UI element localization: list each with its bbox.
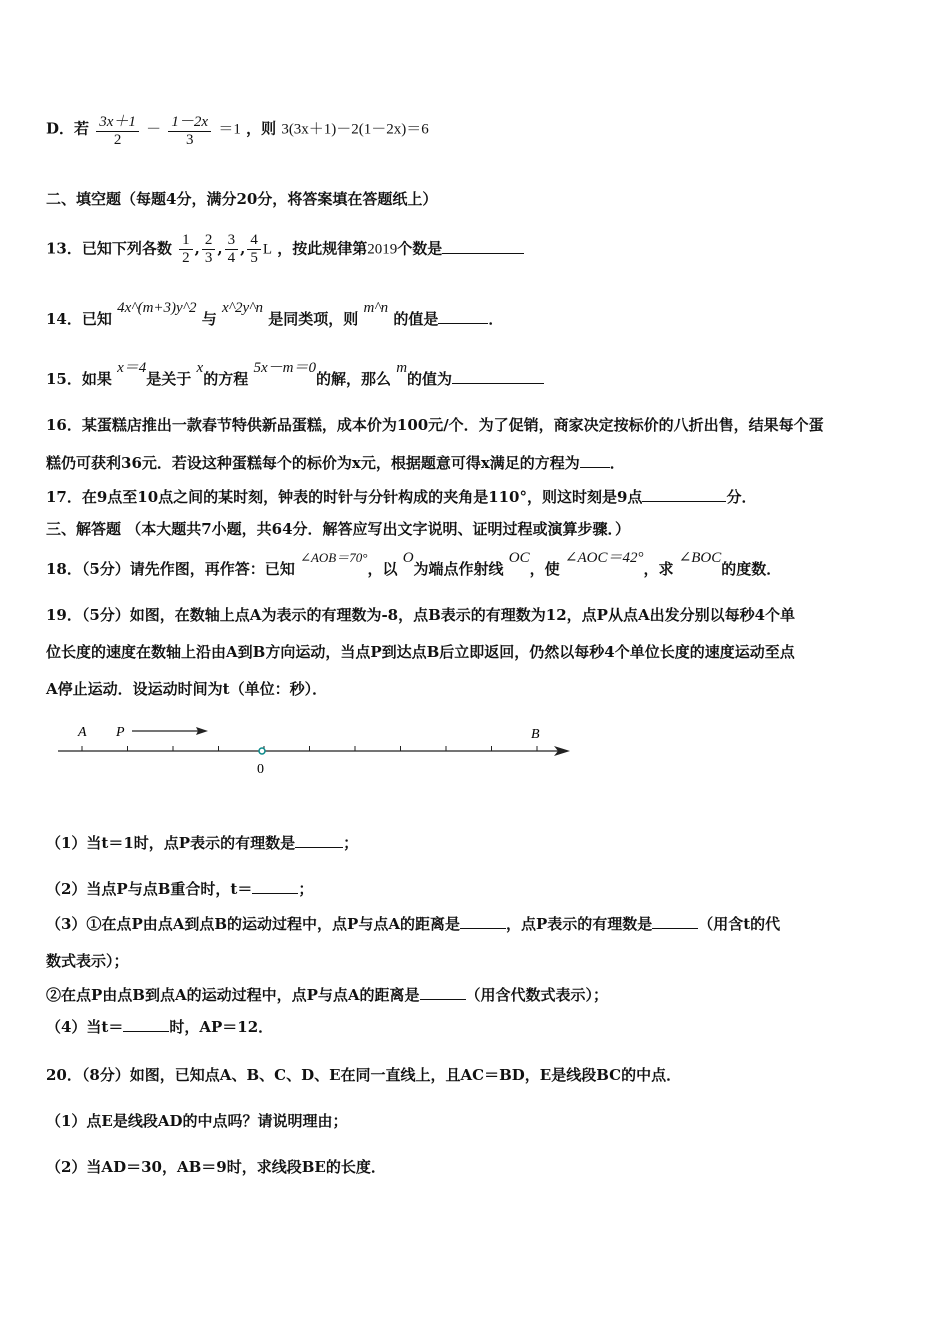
question-15 <box>46 360 544 389</box>
question-17 <box>46 486 756 507</box>
question-16-line-1: 16．某蛋糕店推出一款春节特供新品蛋糕，成本价为100元/个．为了促销，商家决定按标价的八折出售，结果每个蛋 <box>46 416 824 434</box>
question-20-line-1: 20．（8分）如图，已知点A、B、C、D、E在同一直线上，且AC＝BD，E是线段BC的中点． <box>46 1066 682 1084</box>
q13-frac-4 <box>247 232 261 267</box>
q19-p1-blank[interactable] <box>295 833 343 848</box>
q18-point-o: O <box>402 550 414 566</box>
q19-p3c-blank[interactable] <box>420 985 466 1000</box>
q13-ellipsis: L <box>262 241 272 258</box>
q19-p4-text: （4）当t＝ <box>46 1018 124 1036</box>
q13-prefix: 13．已知下列各数 <box>46 239 172 258</box>
q13-frac-3-num: 3 <box>225 232 239 250</box>
q18-mid3: ，使 <box>529 560 560 578</box>
q13-frac-2-den: 3 <box>204 250 213 266</box>
minus-sign: － <box>146 121 162 138</box>
fraction-a-den: 2 <box>113 132 122 148</box>
q14-term-1: 4x^(m+3)y^2 <box>117 300 197 316</box>
q18-suffix: 的度数． <box>721 560 782 578</box>
section-3-title: 三、解答题 （本大题共7小题，共64分．解答应写出文字说明、证明过程或演算步骤．） <box>46 520 631 538</box>
option-d-label: D．若 <box>46 119 90 138</box>
section-2-title: 二、填空题（每题4分，满分20分，将答案填在答题纸上） <box>46 190 438 208</box>
q16-end: ． <box>609 454 625 472</box>
q19-p1-text: （1）当t＝1时，点P表示的有理数是 <box>46 834 296 852</box>
q18-ray-oc: OC <box>508 550 530 566</box>
q13-answer-blank[interactable] <box>442 239 524 254</box>
q15-prefix: 15．如果 <box>46 370 112 388</box>
q15-mid1: 是关于 <box>146 370 192 388</box>
q19-p2-end: ； <box>298 880 314 898</box>
fraction-b <box>168 110 211 149</box>
question-14 <box>46 300 504 329</box>
q19-part-3a <box>46 913 780 934</box>
q14-prefix: 14．已知 <box>46 310 112 328</box>
q19-part-4 <box>46 1016 273 1037</box>
q15-cond: x＝4 <box>117 360 147 376</box>
q18-angle-aob: ∠AOB＝70° <box>300 550 368 565</box>
q13-frac-4-num: 4 <box>247 232 261 250</box>
origin-point <box>259 748 265 754</box>
q18-prefix: 18．（5分）请先作图，再作答：已知 <box>46 560 295 578</box>
q18-mid2: 为端点作射线 <box>413 560 504 578</box>
q15-mid2: 的方程 <box>203 370 249 388</box>
q18-angle-boc: ∠BOC <box>678 550 722 566</box>
q14-answer-blank[interactable] <box>438 309 488 324</box>
q15-answer-blank[interactable] <box>452 369 544 384</box>
q13-frac-1-num: 1 <box>179 232 193 250</box>
equation-rhs: ＝1 <box>218 121 241 138</box>
q13-mid: ，按此规律第 <box>277 239 368 258</box>
q13-frac-2 <box>202 232 216 267</box>
fraction-a-num: 3x＋1 <box>96 110 139 132</box>
q18-mid4: ，求 <box>643 560 674 578</box>
q14-mid: 是同类项，则 <box>268 310 359 328</box>
q15-var2: m <box>396 360 408 376</box>
question-19-line-1: 19．（5分）如图，在数轴上点A为表示的有理数为-8，点B表示的有理数为12，点P从点A出发分别以每秒4个单 <box>46 606 796 624</box>
question-19-line-2: 位长度的速度在数轴上沿由A到B方向运动，当点P到达点B后立即返回，仍然以每秒4个单位长度的速度运动至点 <box>46 643 795 661</box>
fraction-b-num: 1－2x <box>168 110 211 132</box>
question-16-line-2 <box>46 452 625 473</box>
q19-p3a-end: （用含t的代 <box>698 915 781 933</box>
q19-p4-blank[interactable] <box>123 1017 169 1032</box>
q15-mid3: 的解，那么 <box>315 370 391 388</box>
label-a: A <box>78 725 87 740</box>
q19-p3c-text: ②在点P由点B到点A的运动过程中，点P与点A的距离是 <box>46 986 420 1004</box>
result-equation: 3(3x＋1)－2(1－2x)＝6 <box>281 121 429 138</box>
q13-frac-3-den: 4 <box>227 250 236 266</box>
fraction-b-den: 3 <box>185 132 194 148</box>
q13-suffix: 个数是 <box>397 239 443 258</box>
q14-expr: m^n <box>363 300 389 316</box>
q19-p2-blank[interactable] <box>252 879 298 894</box>
number-line-figure <box>50 715 580 780</box>
label-origin: 0 <box>257 762 264 777</box>
q14-suffix: 的值是 <box>393 310 439 328</box>
then-text: ，则 <box>246 119 277 138</box>
q19-p3a-mid: ，点P表示的有理数是 <box>505 915 653 933</box>
q20-part-2: （2）当AD＝30，AB＝9时，求线段BE的长度． <box>46 1158 386 1176</box>
fraction-a <box>96 110 139 149</box>
q19-p3a-text: （3）①在点P由点A到点B的运动过程中，点P与点A的距离是 <box>46 915 460 933</box>
q19-part-2 <box>46 878 313 899</box>
q17-suffix: 分． <box>726 488 757 506</box>
q13-frac-3 <box>225 232 239 267</box>
question-18 <box>46 550 782 579</box>
q19-part-3c <box>46 984 608 1005</box>
q19-p3a-blank-2[interactable] <box>652 914 698 929</box>
q19-part-3b: 数式表示）； <box>46 952 129 970</box>
label-p: P <box>116 725 125 740</box>
q14-term-2: x^2y^n <box>222 300 263 316</box>
q19-p4-end: 时，AP＝12． <box>169 1018 274 1036</box>
q13-frac-1-den: 2 <box>182 250 190 266</box>
q17-answer-blank[interactable] <box>642 487 726 502</box>
option-d-line <box>46 110 429 149</box>
label-b: B <box>531 727 540 742</box>
q20-part-1: （1）点E是线段AD的中点吗？请说明理由； <box>46 1112 348 1130</box>
q15-var: x <box>196 360 204 376</box>
q15-suffix: 的值为 <box>407 370 453 388</box>
q18-angle-aoc: ∠AOC＝42° <box>564 550 644 566</box>
axis-ticks <box>82 746 537 751</box>
q19-p3a-blank-1[interactable] <box>460 914 506 929</box>
question-13: 13．已知下列各数 $\frac{1}{2}$ , $\frac{2}{3}$ , $\frac{3}{4}$ , $\frac{4}{5}$ L ，按此规律第2019个数是 <box>46 232 524 267</box>
q19-part-1 <box>46 832 358 853</box>
q13-frac-4-den: 5 <box>250 250 258 266</box>
question-19-line-3: A停止运动．设运动时间为t（单位：秒）． <box>46 680 328 698</box>
q15-eq: 5x－m＝0 <box>253 360 316 376</box>
q14-end: ． <box>488 310 504 328</box>
q19-p3c-end: （用含代数式表示）； <box>465 986 609 1004</box>
q13-frac-1 <box>179 232 193 267</box>
q19-p2-text: （2）当点P与点B重合时，t＝ <box>46 880 253 898</box>
q14-with: 与 <box>201 310 217 328</box>
q17-text: 17．在9点至10点之间的某时刻，钟表的时针与分针构成的夹角是110°，则这时刻是9点 <box>46 488 643 506</box>
q19-p1-end: ； <box>343 834 359 852</box>
q18-mid1: ，以 <box>367 560 398 578</box>
q16-answer-blank[interactable] <box>580 453 610 468</box>
q13-num: 2019 <box>367 241 398 258</box>
q16-line2-text: 糕仍可获利36元．若设这种蛋糕每个的标价为x元，根据题意可得x满足的方程为 <box>46 454 580 472</box>
q13-frac-2-num: 2 <box>202 232 216 250</box>
